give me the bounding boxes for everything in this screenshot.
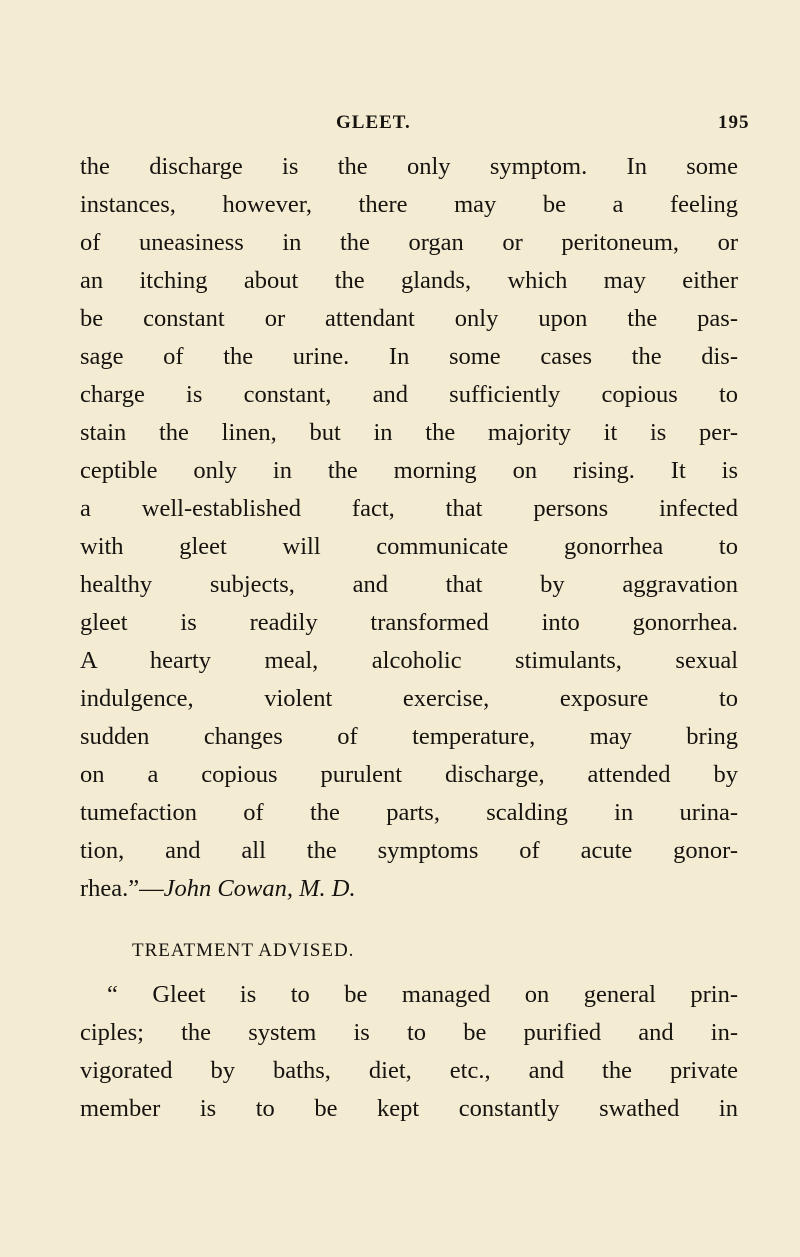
paragraph-2 — [80, 976, 738, 1128]
text-line: on a copious purulent discharge, attended by — [80, 761, 738, 788]
text-line: sudden changes of temperature, may bring — [80, 723, 738, 750]
text-line: tion, and all the symptoms of acute gonor- — [80, 837, 738, 864]
attribution: John Cowan, M. D. — [163, 875, 356, 902]
text-line-with-attribution — [80, 870, 738, 908]
text-line: be constant or attendant only upon the pas- — [80, 305, 738, 332]
running-head — [0, 112, 800, 142]
page-number: 195 — [718, 112, 750, 133]
closing-quote-text: rhea.”— — [80, 875, 164, 902]
text-line: with gleet will communicate gonorrhea to — [80, 533, 738, 560]
text-line: healthy subjects, and that by aggravation — [80, 571, 738, 598]
text-line: vigorated by baths, diet, etc., and the private — [80, 1057, 738, 1084]
text-line: member is to be kept constantly swathed in — [80, 1095, 738, 1122]
text-line: gleet is readily transformed into gonorrhea. — [80, 609, 738, 636]
text-line: indulgence, violent exercise, exposure to — [80, 685, 738, 712]
section-heading: TREATMENT ADVISED. — [132, 940, 355, 961]
running-head-title: GLEET. — [336, 112, 411, 133]
text-line: the discharge is the only symptom. In some — [80, 153, 738, 180]
body-text — [80, 148, 738, 1128]
paragraph-1 — [80, 148, 738, 908]
text-line: a well-established fact, that persons infected — [80, 495, 738, 522]
text-line: of uneasiness in the organ or peritoneum, or — [80, 229, 738, 256]
text-line: ceptible only in the morning on rising. It is — [80, 457, 738, 484]
text-line: sage of the urine. In some cases the dis- — [80, 343, 738, 370]
text-line: instances, however, there may be a feeling — [80, 191, 738, 218]
text-line: an itching about the glands, which may either — [80, 267, 738, 294]
text-line: ciples; the system is to be purified and in- — [80, 1019, 738, 1046]
text-line: A hearty meal, alcoholic stimulants, sexual — [80, 647, 738, 674]
text-line: stain the linen, but in the majority it is per- — [80, 419, 738, 446]
text-line: charge is constant, and sufficiently copious to — [80, 381, 738, 408]
text-line: tumefaction of the parts, scalding in urina- — [80, 799, 738, 826]
text-line: “ Gleet is to be managed on general prin- — [107, 981, 738, 1008]
